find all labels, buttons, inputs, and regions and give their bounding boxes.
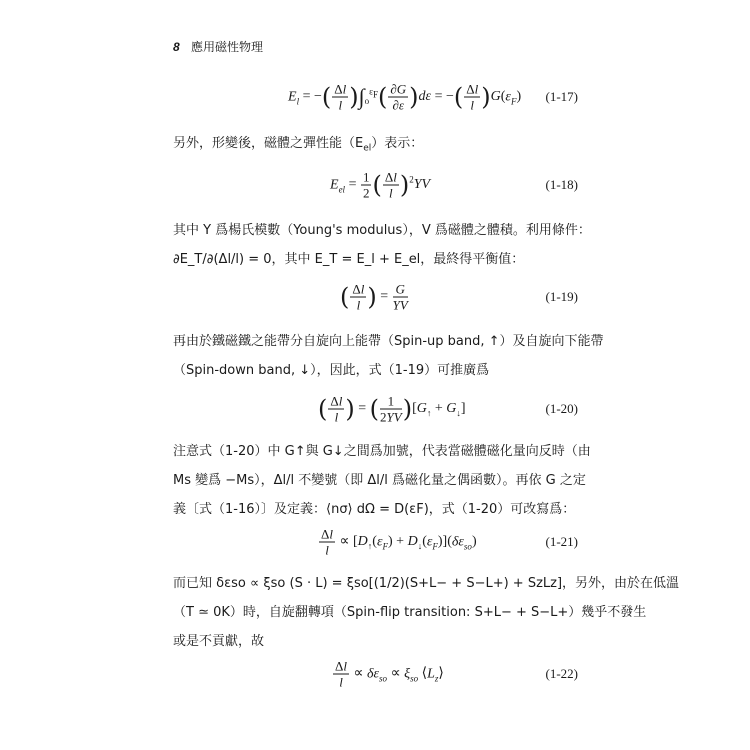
equation-1-17: $E_l$ = −( $\frac{\Delta l}{l}$ )$\int_o^{\varepsilon_F}$( $\frac{\partial G}{\partial\varepsilon}$ )dε = −( $\frac{\Delta l}{l}$ )$G(\varepsilon_F)$ (1-17)	[288, 81, 578, 113]
paragraph-spin-orbit: 而已知 δεso ∝ ξso (S · L) = ξso[(1/2)(S+L− + S−L+) + SzLz]，另外，由於在低溫 （T ≃ 0K）時，自旋翻轉項（Spin-flip transition: S+L− + S−L+）幾乎不發生 或是不貢獻，故	[173, 576, 680, 649]
paragraph-young-modulus: 其中 Y 爲楊氏模數（Young's modulus），V 爲磁體之體積。利用條件： ∂E_T/∂(Δl/l) = 0，其中 E_T = E_l + E_el，最終得平衡值：	[173, 223, 591, 267]
equation-number: (1-18)	[545, 177, 578, 192]
equation-number: (1-17)	[545, 89, 578, 104]
equation-1-22: $\frac{\Delta l}{l}$ ∝ $\delta\varepsilon_{so} \propto \xi_{so}$ $⟨L_z⟩$ (1-22)	[335, 658, 578, 690]
equation-number: (1-20)	[545, 401, 578, 416]
page-number: 8	[173, 40, 180, 54]
paragraph-spin-bands: 再由於鐵磁鐵之能帶分自旋向上能帶（Spin-up band, ↑）及自旋向下能帶 （Spin-down band, ↓），因此，式（1-19）可推廣爲	[173, 334, 604, 378]
paragraph-elastic-energy: 另外，形變後，磁體之彈性能$(E_{el})$表示：	[173, 136, 424, 154]
equation-1-19: ( $\frac{\Delta l}{l}$ ) = $\frac{G}{YV}$ (1-19)	[340, 281, 578, 313]
paragraph-sign-note: 注意式（1-20）中 G↑與 G↓之間爲加號，代表當磁體磁化量向反時（由 Ms 變爲 −Ms），Δl/l 不變號（即 Δl/l 爲磁化量之偶函數）。再依 G 之定 義〔式（1-16）〕及定義：⟨nσ⟩ dΩ = D(εF)，式（1-20）可改寫爲：	[173, 444, 591, 517]
equation-1-21: $\frac{\Delta l}{l}$ ∝ $[D_↑(\varepsilon_F) + D_↓(\varepsilon_F)](\delta\varepsilon_{so})$ (1-21)	[321, 526, 578, 558]
equation-number: (1-19)	[545, 289, 578, 304]
equation-number: (1-21)	[545, 534, 578, 549]
equation-1-20: ( $\frac{\Delta l}{l}$ ) = ( $\frac{1}{2YV}$ )$[G_↑ + G_↓]$ (1-20)	[318, 393, 578, 425]
book-title: 應用磁性物理	[191, 40, 264, 54]
equation-number: (1-22)	[545, 666, 578, 681]
equation-1-18: $E_{el}$ = $\frac{1}{2}$ ( $\frac{\Delta l}{l}$ )$^2$YV (1-18)	[330, 169, 578, 201]
page-header	[173, 38, 263, 55]
